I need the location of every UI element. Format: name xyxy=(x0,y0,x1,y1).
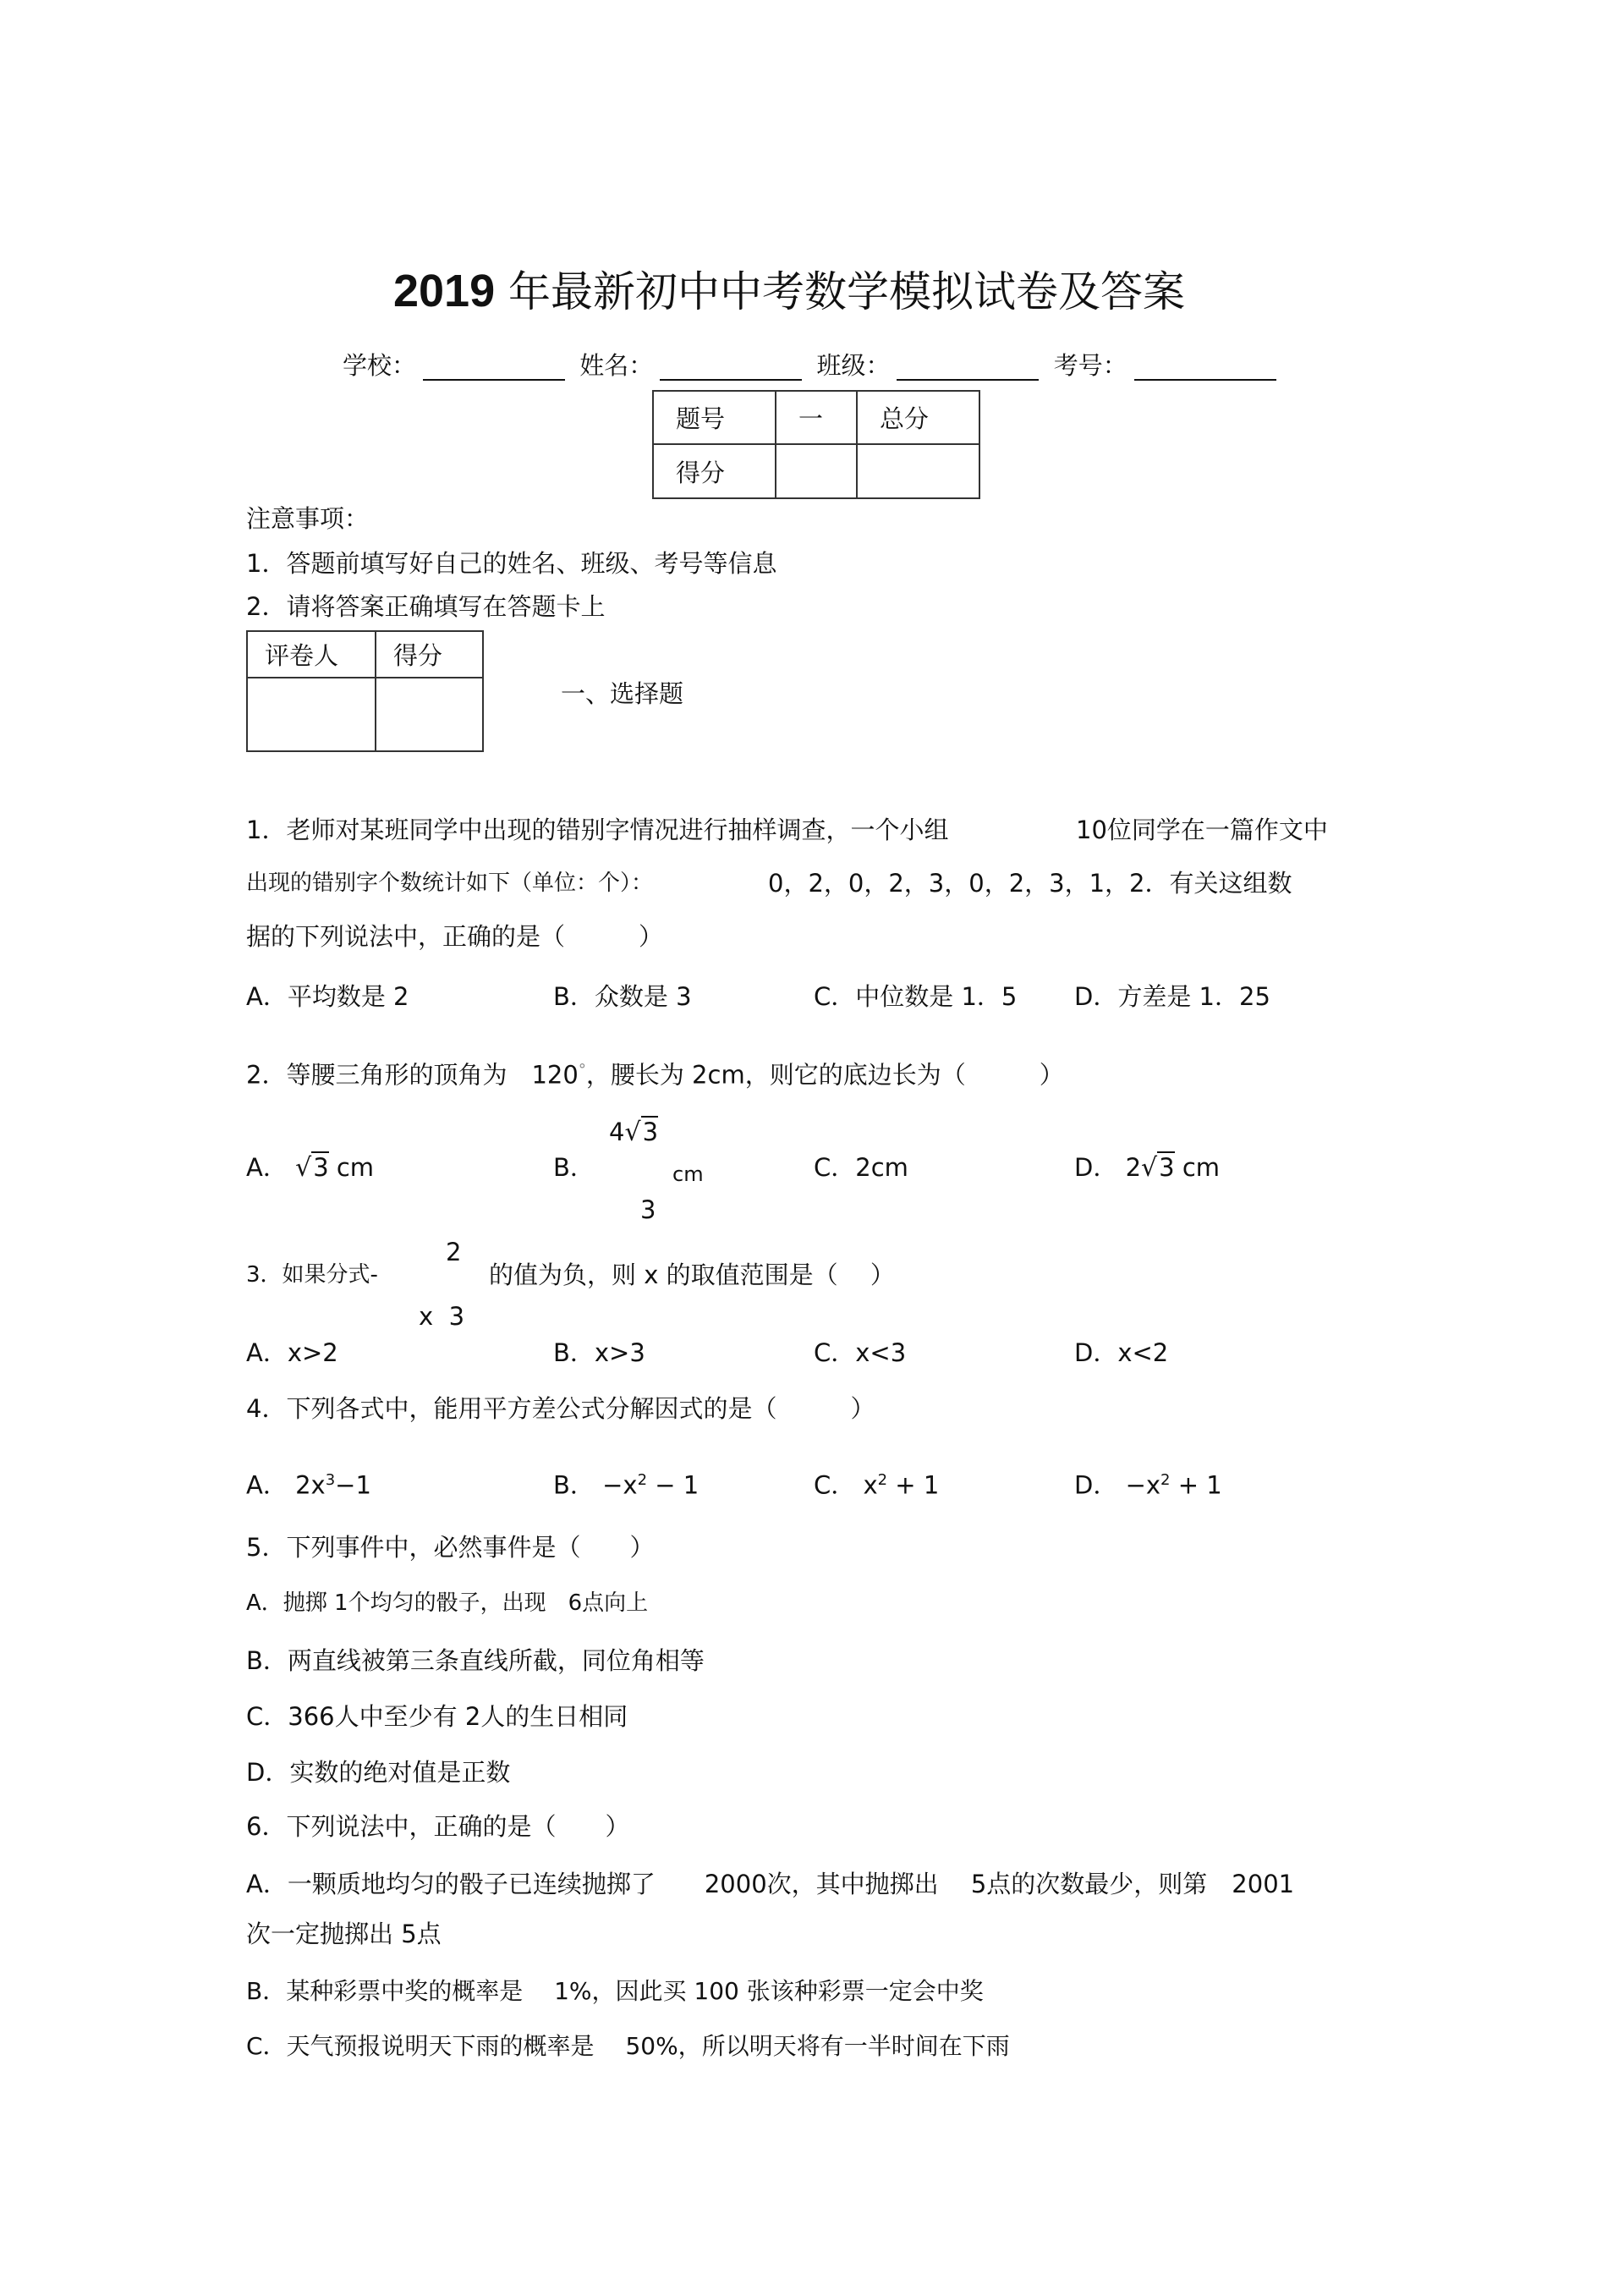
radicand: 3 xyxy=(313,1153,329,1182)
exponent: 3 xyxy=(325,1471,336,1489)
fraction-denominator: x 3 xyxy=(419,1302,465,1331)
option-d[interactable]: D．实数的绝对值是正数 xyxy=(246,1758,511,1787)
option-c[interactable]: C．天气预报说明天下雨的概率是 50%，所以明天将有一半时间在下雨 xyxy=(246,2032,1010,2060)
score-header: 总分 xyxy=(857,391,979,444)
sqrt-icon: √ xyxy=(295,1153,312,1183)
page-title xyxy=(0,264,1578,319)
option-d[interactable] xyxy=(1074,1152,1220,1184)
class-label: 班级： xyxy=(816,351,891,380)
option-b[interactable]: B．某种彩票中奖的概率是 1%，因此买 100 张该种彩票一定会中奖 xyxy=(246,1977,984,2005)
option-c[interactable]: C．x<3 xyxy=(814,1338,907,1367)
student-info-line xyxy=(343,350,1283,381)
score-row-label: 得分 xyxy=(653,444,776,498)
expr: −x xyxy=(1125,1470,1161,1500)
question-4-text: 4．下列各式中，能用平方差公式分解因式的是（ ） xyxy=(246,1394,875,1423)
expr: + 1 xyxy=(887,1470,940,1500)
grader-header: 评卷人 xyxy=(247,631,376,678)
expr: − 1 xyxy=(647,1470,700,1500)
expr: −1 xyxy=(335,1470,371,1500)
question-1-text: 据的下列说法中，正确的是（ ） xyxy=(246,922,664,951)
name-label: 姓名： xyxy=(579,351,654,380)
exam-no-label: 考号： xyxy=(1053,351,1127,380)
q2-text: 2．等腰三角形的顶角为 xyxy=(246,1060,508,1090)
question-1-text: 1．老师对某班同学中出现的错别字情况进行抽样调查，一个小组 xyxy=(246,816,949,844)
radicand: 3 xyxy=(642,1118,659,1146)
exam-no-field[interactable] xyxy=(1134,355,1276,381)
option-c[interactable] xyxy=(814,1465,939,1501)
radicand: 3 xyxy=(1159,1153,1175,1182)
grader-cell[interactable] xyxy=(247,678,376,751)
expr: −x xyxy=(602,1470,638,1500)
option-c[interactable]: C．2cm xyxy=(814,1153,908,1182)
name-field[interactable] xyxy=(660,355,802,381)
option-a-continued: 次一定抛掷出 5点 xyxy=(246,1920,442,1948)
option-b[interactable]: B．两直线被第三条直线所截，同位角相等 xyxy=(246,1646,705,1675)
option-label: B． xyxy=(553,1470,595,1500)
option-c[interactable]: C．中位数是 1．5 xyxy=(814,982,1018,1011)
option-b[interactable]: B．x>3 xyxy=(553,1338,645,1367)
school-field[interactable] xyxy=(423,355,565,381)
grader-header: 得分 xyxy=(376,631,483,678)
expr: x xyxy=(863,1470,878,1500)
score-cell[interactable] xyxy=(776,444,857,498)
notes-heading: 注意事项： xyxy=(246,504,370,533)
expr: 2x xyxy=(295,1470,326,1500)
unit: cm xyxy=(672,1162,704,1186)
title-text: 年最新初中中考数学模拟试卷及答案 xyxy=(508,267,1186,316)
degree-symbol: ° xyxy=(578,1061,586,1079)
option-b-numerator xyxy=(609,1117,658,1148)
exponent: 2 xyxy=(637,1471,648,1489)
option-label: A． xyxy=(246,1153,288,1182)
option-d[interactable] xyxy=(1074,1465,1222,1501)
question-6-text: 6．下列说法中，正确的是（ ） xyxy=(246,1812,630,1841)
option-a[interactable]: A．平均数是 2 xyxy=(246,982,409,1011)
note-item: 2．请将答案正确填写在答题卡上 xyxy=(246,592,606,621)
exponent: 2 xyxy=(877,1471,888,1489)
score-header: 一 xyxy=(776,391,857,444)
option-label: A． xyxy=(246,1470,288,1500)
score-header: 题号 xyxy=(653,391,776,444)
question-1-text: 出现的错别字个数统计如下（单位：个）： xyxy=(246,871,654,896)
expr: + 1 xyxy=(1170,1470,1222,1500)
option-b[interactable]: B．众数是 3 xyxy=(553,982,692,1011)
option-label: D． xyxy=(1074,1153,1118,1182)
class-field[interactable] xyxy=(897,355,1039,381)
school-label: 学校： xyxy=(343,351,417,380)
sqrt-icon: √ xyxy=(1141,1153,1158,1183)
score-cell[interactable] xyxy=(857,444,979,498)
option-a[interactable]: A．抛掷 1个均匀的骰子，出现 6点向上 xyxy=(246,1590,649,1616)
option-b-denominator: 3 xyxy=(640,1195,656,1224)
grader-table xyxy=(246,630,484,752)
question-5-text: 5．下列事件中，必然事件是（ ） xyxy=(246,1533,655,1562)
option-label: D． xyxy=(1074,1470,1118,1500)
sqrt-icon: √ xyxy=(624,1118,641,1147)
exponent: 2 xyxy=(1160,1471,1171,1489)
question-2-text xyxy=(246,1055,1064,1090)
question-1-text: 10位同学在一篇作文中 xyxy=(1076,816,1328,844)
question-3-text: 的值为负，则 x 的取值范围是（ ） xyxy=(489,1261,895,1289)
option-c[interactable]: C．366人中至少有 2人的生日相同 xyxy=(246,1702,628,1731)
unit: cm xyxy=(336,1153,375,1182)
option-b[interactable] xyxy=(553,1465,699,1501)
option-b[interactable]: B． xyxy=(553,1153,595,1182)
option-a[interactable]: A．x>2 xyxy=(246,1338,338,1367)
q2-text: ，腰长为 2cm，则它的底边长为（ ） xyxy=(585,1060,1064,1090)
note-item: 1．答题前填写好自己的姓名、班级、考号等信息 xyxy=(246,549,777,578)
score-table xyxy=(652,390,980,499)
title-year: 2019 xyxy=(392,266,496,316)
section-heading: 一、选择题 xyxy=(561,679,684,708)
coef: 4 xyxy=(609,1118,625,1146)
option-a[interactable]: A．一颗质地均匀的骰子已连续抛掷了 2000次，其中抛掷出 5点的次数最少，则第 2001 xyxy=(246,1870,1295,1898)
fraction-numerator: 2 xyxy=(446,1238,462,1266)
question-1-data: 0，2，0，2，3，0，2，3，1，2．有关这组数 xyxy=(768,869,1292,898)
option-d[interactable]: D．x<2 xyxy=(1074,1338,1169,1367)
question-3-text: 3．如果分式- xyxy=(246,1262,378,1288)
option-a[interactable] xyxy=(246,1152,374,1184)
unit: cm xyxy=(1182,1153,1221,1182)
option-a[interactable] xyxy=(246,1465,371,1501)
grader-cell[interactable] xyxy=(376,678,483,751)
option-d[interactable]: D．方差是 1．25 xyxy=(1074,982,1270,1011)
q2-angle: 120 xyxy=(531,1060,579,1090)
coef: 2 xyxy=(1125,1153,1142,1182)
option-label: C． xyxy=(814,1470,856,1500)
